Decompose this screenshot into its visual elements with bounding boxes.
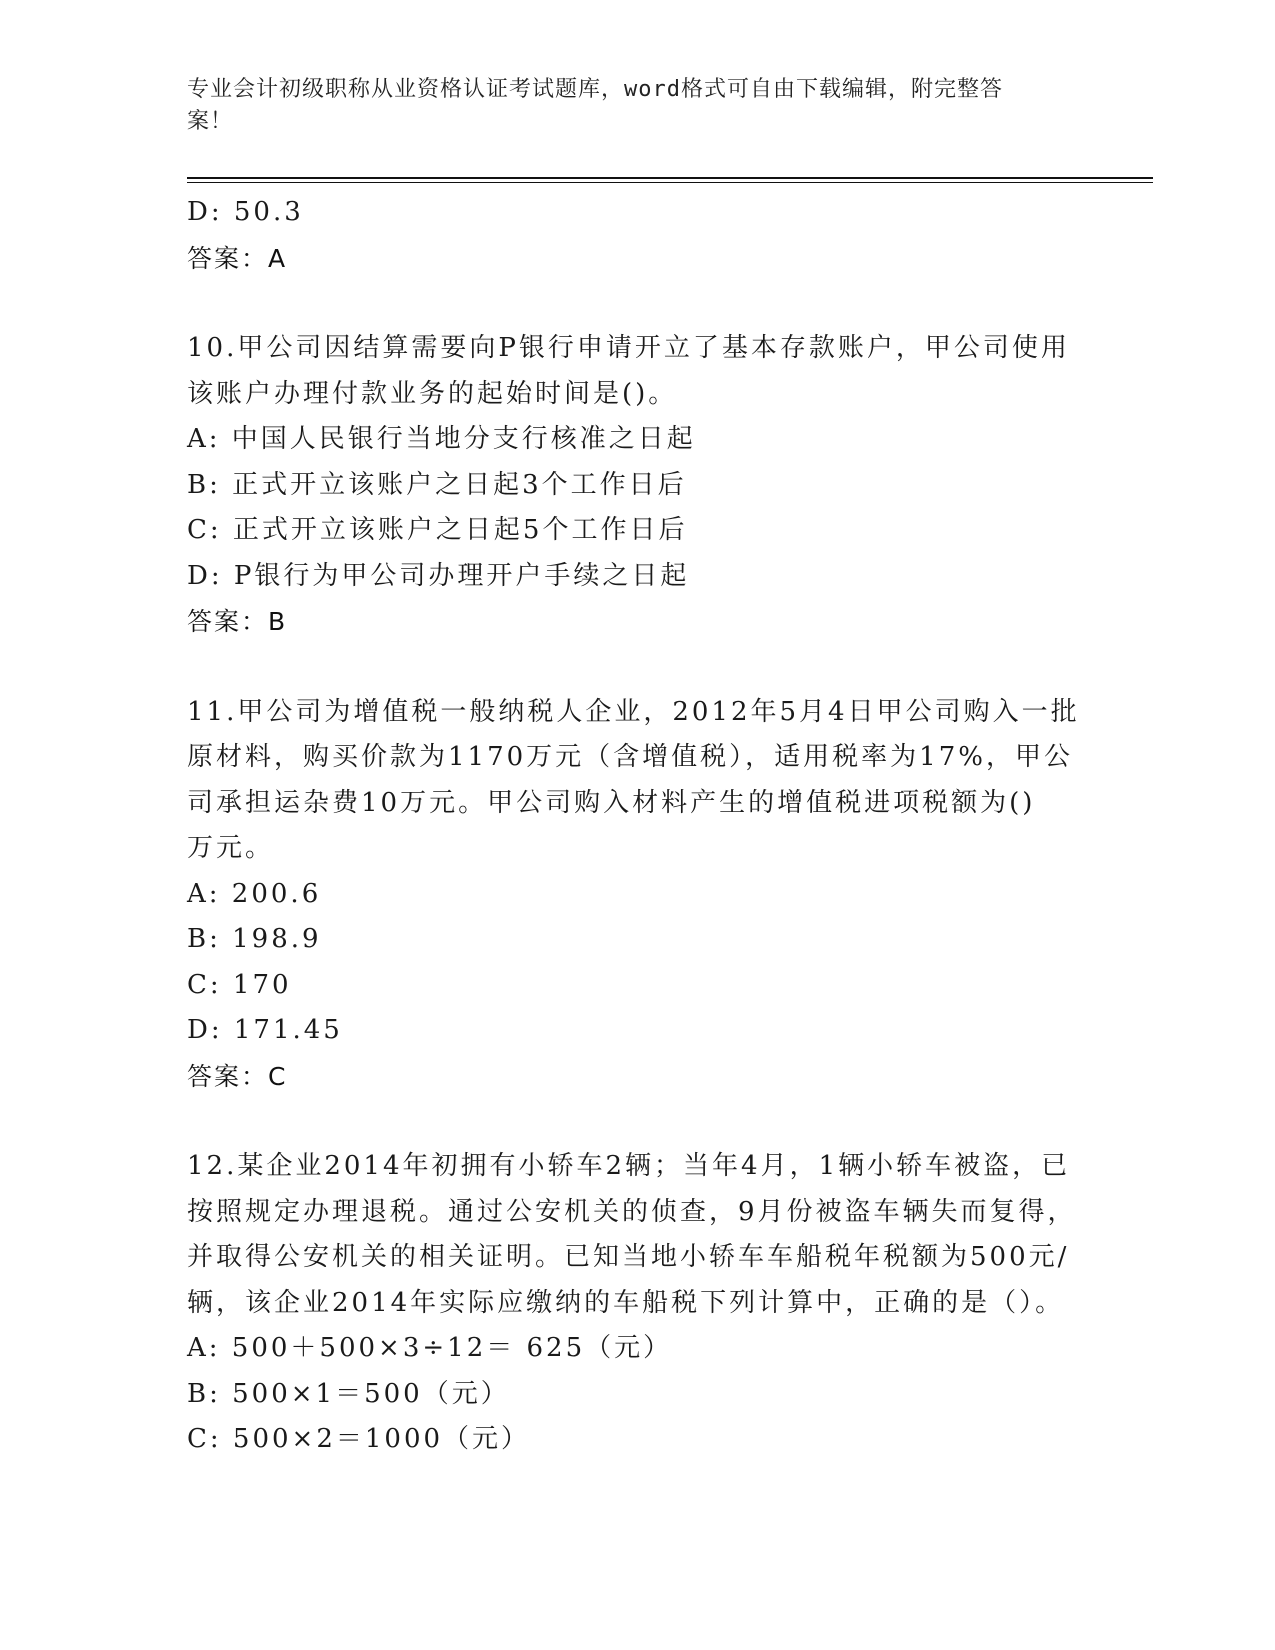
page-header	[187, 74, 1067, 138]
q11-answer: 答案：C	[187, 1061, 288, 1091]
header-divider-thick	[187, 177, 1153, 179]
question-11	[187, 690, 1087, 1100]
q12-stem-line-3: 并取得公安机关的相关证明。已知当地小轿车车船税年税额为500元/	[187, 1242, 1070, 1272]
q11-option-d: D: 171.45	[187, 1015, 343, 1045]
header-divider-thin	[187, 182, 1153, 183]
header-line-1: 专业会计初级职称从业资格认证考试题库，word格式可自由下载编辑，附完整答	[187, 77, 1003, 102]
q11-option-a: A: 200.6	[187, 878, 322, 909]
q11-stem-line-4: 万元。	[187, 833, 275, 863]
q11-option-b: B: 198.9	[187, 924, 322, 954]
spacer	[187, 645, 1087, 690]
q10-option-a: A: 中国人民银行当地分支行核准之日起	[187, 424, 696, 454]
spacer	[187, 1099, 1087, 1144]
q12-stem-line-1: 12.某企业2014年初拥有小轿车2辆；当年4月，1辆小轿车被盗，已	[187, 1151, 1071, 1181]
q10-stem-line-2: 该账户办理付款业务的起始时间是()。	[187, 378, 678, 409]
prev-answer: 答案：A	[187, 243, 288, 273]
q10-option-b: B: 正式开立该账户之日起3个工作日后	[187, 469, 687, 500]
q11-option-c: C: 170	[187, 969, 292, 1000]
q10-stem-line-1: 10.甲公司因结算需要向P银行申请开立了基本存款账户，甲公司使用	[187, 333, 1070, 363]
q11-stem-line-3: 司承担运杂费10万元。甲公司购入材料产生的增值税进项税额为()	[187, 787, 1036, 818]
q11-stem-line-1: 11.甲公司为增值税一般纳税人企业，2012年5月4日甲公司购入一批	[187, 696, 1080, 727]
q12-option-b: B: 500×1＝500（元）	[187, 1378, 510, 1409]
q10-option-d: D: P银行为甲公司办理开户手续之日起	[187, 560, 690, 591]
q11-stem-line-2: 原材料，购买价款为1170万元（含增值税），适用税率为17%，甲公	[187, 742, 1073, 772]
header-line-2: 案！	[187, 109, 234, 134]
q12-option-c: C: 500×2＝1000（元）	[187, 1424, 531, 1454]
prev-option-d: D: 50.3	[187, 197, 304, 227]
q12-option-a: A: 500＋500×3÷12＝ 625（元）	[187, 1333, 673, 1363]
q12-stem-line-4: 辆，该企业2014年实际应缴纳的车船税下列计算中，正确的是（）。	[187, 1287, 1065, 1318]
spacer	[187, 281, 1087, 326]
question-content	[187, 190, 1087, 1463]
q10-answer: 答案：B	[187, 607, 288, 636]
q12-stem-line-2: 按照规定办理退税。通过公安机关的侦查，9月份被盗车辆失而复得，	[187, 1196, 1077, 1227]
question-12	[187, 1144, 1087, 1463]
prev-question-block	[187, 190, 1087, 281]
q10-option-c: C: 正式开立该账户之日起5个工作日后	[187, 515, 688, 545]
question-10	[187, 326, 1087, 645]
